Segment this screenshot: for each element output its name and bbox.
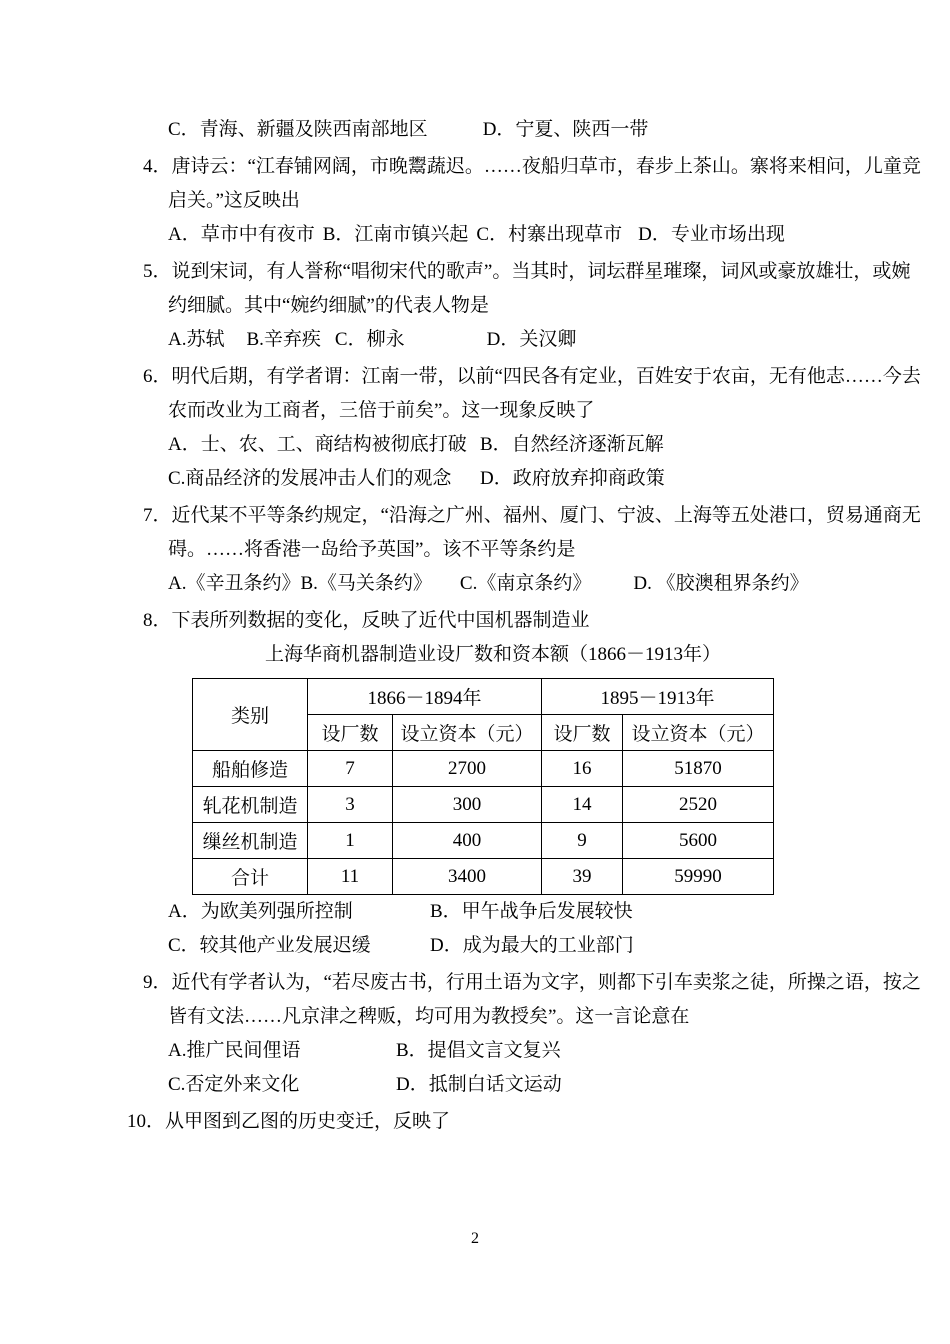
q6-option-b: B．自然经济逐渐瓦解 [480, 434, 664, 455]
q4-option-d: D．专业市场出现 [638, 224, 785, 245]
q3-option-c: C．青海、新疆及陕西南部地区 [168, 119, 428, 140]
table-subheader: 设立资本（元） [393, 715, 542, 751]
q7-option-a: A.《辛丑条约》 [168, 573, 301, 594]
question-7-line-2: 碍。……将香港一岛给予英国”。该不平等条约是 [168, 539, 576, 560]
q7-option-c: C.《南京条约》 [459, 573, 592, 594]
question-9-line-1: 9．近代有学者认为，“若尽废古书，行用土语为文字，则都下引车卖浆之徒，所操之语，按之 [143, 972, 921, 993]
table-header-period-1: 1866－1894年 [308, 679, 542, 715]
table-header-row-1 [193, 679, 774, 715]
table-row [193, 751, 774, 787]
q5-option-b: B.辛弃疾 [246, 329, 321, 350]
question-10-line-1: 10．从甲图到乙图的历史变迁，反映了 [127, 1111, 451, 1132]
question-5-line-2: 约细腻。其中“婉约细腻”的代表人物是 [168, 295, 489, 316]
table-cell: 7 [308, 751, 393, 787]
q9-option-a: A.推广民间俚语 [168, 1040, 301, 1061]
table-cell: 3400 [393, 859, 542, 895]
table-header-category: 类别 [193, 679, 308, 751]
q6-option-d: D．政府放弃抑商政策 [480, 468, 665, 489]
q8-option-d: D．成为最大的工业部门 [430, 935, 634, 956]
q5-option-a: A.苏轼 [168, 329, 225, 350]
q4-option-a: A．草市中有夜市 [168, 224, 315, 245]
exam-content [127, 113, 921, 1139]
table-row-total [193, 859, 774, 895]
table-cell: 轧花机制造 [193, 787, 308, 823]
table-cell: 缫丝机制造 [193, 823, 308, 859]
table-row [193, 823, 774, 859]
table-row [193, 787, 774, 823]
page-number: 2 [471, 1230, 479, 1247]
question-6-options-row-1 [143, 428, 843, 462]
table-cell: 51870 [623, 751, 774, 787]
question-5-line-1: 5．说到宋词，有人誉称“唱彻宋代的歌声”。当其时，词坛群星璀璨，词风或豪放雄壮，或婉 [143, 261, 911, 282]
table-cell: 400 [393, 823, 542, 859]
table-cell: 船舶修造 [193, 751, 308, 787]
q4-option-c: C．村寨出现草市 [476, 224, 623, 245]
question-5-options-row [143, 323, 843, 357]
table-cell: 1 [308, 823, 393, 859]
q4-option-b: B．江南市镇兴起 [322, 224, 469, 245]
question-7-options-row [143, 567, 843, 601]
table-cell: 9 [542, 823, 623, 859]
q6-option-c: C.商品经济的发展冲击人们的观念 [168, 468, 452, 489]
table-cell: 5600 [623, 823, 774, 859]
question-4-line-1: 4．唐诗云：“江春铺网阔，市晚鬻蔬迟。……夜船归草市，春步上茶山。寨将来相问，儿童竞 [143, 156, 921, 177]
q8-option-c: C．较其他产业发展迟缓 [168, 935, 371, 956]
question-6-line-2: 农而改业为工商者，三倍于前矣”。这一现象反映了 [168, 400, 595, 421]
q3-option-d: D．宁夏、陕西一带 [482, 119, 649, 140]
table-cell: 2520 [623, 787, 774, 823]
q9-option-b: B．提倡文言文复兴 [396, 1040, 561, 1061]
table-cell: 14 [542, 787, 623, 823]
question-6-options-row-2 [143, 462, 843, 496]
question-9-options-row-1 [143, 1034, 843, 1068]
table-cell: 3 [308, 787, 393, 823]
question-4-line-2: 启关。”这反映出 [168, 190, 300, 211]
q6-option-a: A．士、农、工、商结构被彻底打破 [168, 434, 467, 455]
table-cell: 2700 [393, 751, 542, 787]
question-6-line-1: 6．明代后期，有学者谓：江南一带，以前“四民各有定业，百姓安于农亩，无有他志……今去 [143, 366, 921, 387]
question-9-line-2: 皆有文法……凡京津之稗贩，均可用为教授矣”。这一言论意在 [168, 1006, 690, 1027]
table-subheader: 设立资本（元） [623, 715, 774, 751]
table-subheader: 设厂数 [308, 715, 393, 751]
q7-option-d: D. 《胶澳租界条约》 [633, 573, 809, 594]
q7-option-b: B.《马关条约》 [300, 573, 432, 594]
table-cell: 11 [308, 859, 393, 895]
question-9-options-row-2 [143, 1068, 843, 1102]
q9-option-d: D．抵制白话文运动 [396, 1074, 562, 1095]
q5-option-c: C．柳永 [334, 329, 405, 350]
q8-table-title: 上海华商机器制造业设厂数和资本额（1866－1913年） [264, 644, 721, 665]
question-8-line-1: 8．下表所列数据的变化，反映了近代中国机器制造业 [143, 610, 590, 631]
table-cell: 300 [393, 787, 542, 823]
table-subheader: 设厂数 [542, 715, 623, 751]
q8-option-b: B．甲午战争后发展较快 [430, 901, 633, 922]
table-cell: 16 [542, 751, 623, 787]
question-8-options-row-1 [143, 895, 843, 929]
q8-data-table [192, 678, 774, 895]
table-cell: 59990 [623, 859, 774, 895]
table-cell: 39 [542, 859, 623, 895]
question-8-options-row-2 [143, 929, 843, 963]
table-cell: 合计 [193, 859, 308, 895]
q8-option-a: A．为欧美列强所控制 [168, 901, 353, 922]
question-3-options-row [143, 113, 843, 147]
q9-option-c: C.否定外来文化 [168, 1074, 300, 1095]
question-4-options-row [143, 218, 843, 252]
table-header-period-2: 1895－1913年 [542, 679, 774, 715]
question-7-line-1: 7．近代某不平等条约规定，“沿海之广州、福州、厦门、宁波、上海等五处港口，贸易通商无 [143, 505, 921, 526]
q5-option-d: D．关汉卿 [486, 329, 577, 350]
